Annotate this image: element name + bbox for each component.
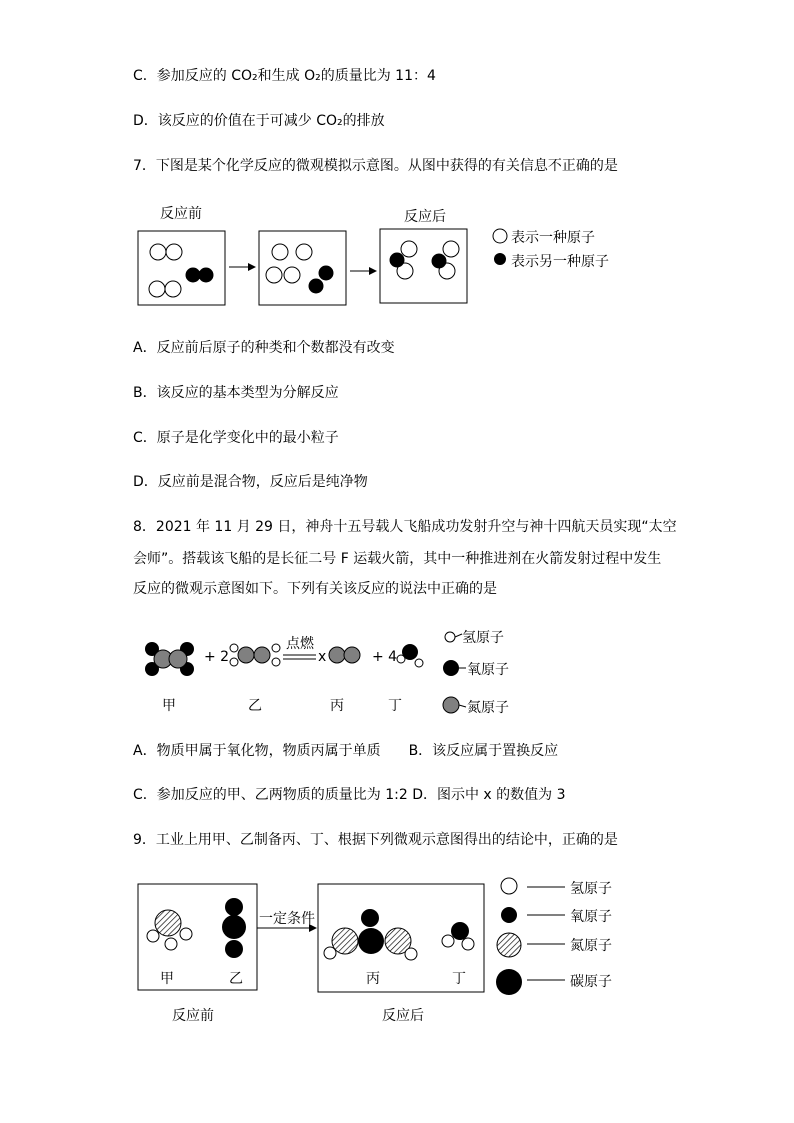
q7-option-c: C．原子是化学变化中的最小粒子 <box>133 430 339 446</box>
fig9-molecule-bing <box>324 909 417 960</box>
fig8-label-yi: 乙 <box>248 698 262 714</box>
fig9-legend-c: 碳原子 <box>570 974 612 990</box>
fig9-legend-h: 氢原子 <box>570 881 612 897</box>
fig8-molecule-yi <box>230 644 280 666</box>
fig9-label-yi: 乙 <box>229 971 243 987</box>
fig7-box3-molecules <box>390 241 459 279</box>
fig8-condition: 点燃 <box>286 636 314 652</box>
q7-option-b: B．该反应的基本类型为分解反应 <box>133 385 339 401</box>
question-8-stem-2: 会师”。搭载该飞船的是长征二号 F 运载火箭，其中一种推进剂在火箭发射过程中发生 <box>133 551 662 567</box>
fig7-legend-1: 表示一种原子 <box>511 230 595 246</box>
q7-option-a: A．反应前后原子的种类和个数都没有改变 <box>133 340 395 356</box>
fig8-legend-h: 氢原子 <box>462 630 504 646</box>
fig7-box2-molecules <box>266 244 333 293</box>
q7-option-d: D．反应前是混合物，反应后是纯净物 <box>133 474 368 490</box>
fig8-molecule-ding <box>397 644 423 667</box>
question-8-stem-1: 8．2021 年 11 月 29 日，神舟十五号载人飞船成功发射升空与神十四航天员实现“太空 <box>133 519 677 535</box>
fig8-molecule-jia <box>145 642 194 676</box>
fig9-before-label: 反应前 <box>172 1008 214 1024</box>
fig9-label-bing: 丙 <box>366 971 380 987</box>
fig8-label-bing: 丙 <box>330 698 344 714</box>
fig9-label-ding: 丁 <box>452 971 466 987</box>
fig8-x: x <box>318 649 327 665</box>
fig9-molecule-ding <box>442 922 474 950</box>
q8-options-ab: A．物质甲属于氧化物，物质丙属于单质 B．该反应属于置换反应 <box>133 743 559 759</box>
fig7-before-label: 反应前 <box>160 206 202 222</box>
question-9-stem: 9．工业上用甲、乙制备丙、丁、根据下列微观示意图得出的结论中，正确的是 <box>133 832 618 848</box>
fig9-molecule-jia <box>147 910 192 950</box>
question-7-stem: 7．下图是某个化学反应的微观模拟示意图。从图中获得的有关信息不正确的是 <box>133 158 618 174</box>
fig7-legend-2: 表示另一种原子 <box>511 254 609 270</box>
fig9-molecule-yi <box>222 898 246 958</box>
fig9-condition: 一定条件 <box>259 911 315 927</box>
fig9-legend-o: 氧原子 <box>570 909 612 925</box>
fig8-coef-ding: + 4 <box>372 649 398 665</box>
fig8-legend-o: 氧原子 <box>467 662 509 678</box>
fig7-legend-white-atom <box>493 229 507 243</box>
fig9-legend <box>496 878 565 995</box>
fig8-legend-n: 氮原子 <box>467 700 509 716</box>
fig8-label-ding: 丁 <box>388 698 402 714</box>
fig8-label-jia: 甲 <box>162 698 176 714</box>
fig7-after-label: 反应后 <box>404 209 446 225</box>
q8-options-cd: C．参加反应的甲、乙两物质的质量比为 1:2 D．图示中 x 的数值为 3 <box>133 787 566 803</box>
fig8-coef-yi: + 2 <box>204 649 230 665</box>
fig9-legend-n: 氮原子 <box>570 938 612 954</box>
option-c-line: C．参加反应的 CO₂和生成 O₂的质量比为 11：4 <box>133 68 436 84</box>
fig8-molecule-bing <box>329 647 360 663</box>
fig9-label-jia: 甲 <box>160 971 174 987</box>
fig7-legend-black-atom <box>494 253 506 265</box>
option-d-line: D．该反应的价值在于可减少 CO₂的排放 <box>133 113 385 129</box>
question-8-stem-3: 反应的微观示意图如下。下列有关该反应的说法中正确的是 <box>133 581 497 597</box>
fig7-box1-molecules <box>149 244 213 297</box>
fig9-after-label: 反应后 <box>382 1008 424 1024</box>
